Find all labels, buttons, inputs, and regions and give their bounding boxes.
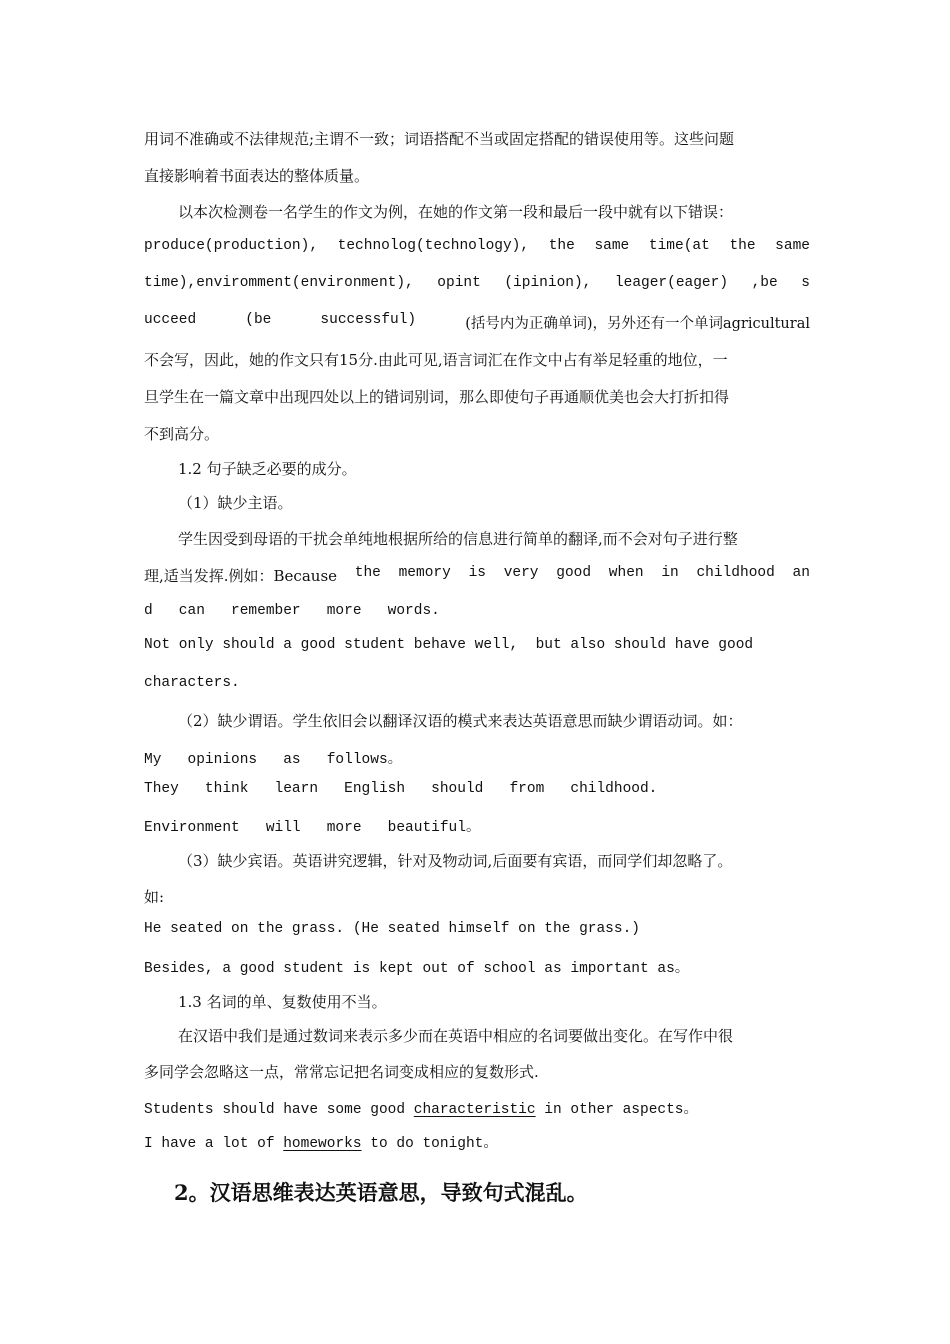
text-word: the (354, 565, 381, 581)
section-heading: 1.2 句子缺乏必要的成分。 (178, 460, 357, 478)
text-line: They think learn English should from childhood. (144, 781, 658, 797)
text-segment: Students should have some good (144, 1102, 414, 1118)
text-word: is (468, 565, 486, 581)
text-line: 直接影响着书面表达的整体质量。 (144, 167, 370, 185)
text-line: 在汉语中我们是通过数词来表示多少而在英语中相应的名词要做出变化。在写作中很 (178, 1027, 734, 1045)
text-word: leager(eager) (614, 275, 729, 291)
underlined-word: characteristic (413, 1102, 536, 1118)
text-line: Environment will more beautiful。 (144, 820, 481, 836)
chapter-heading: 2。汉语思维表达英语意思，导致句式混乱。 (174, 1180, 588, 1205)
text-line (144, 312, 810, 333)
text-line: He seated on the grass. (He seated himself on the grass.) (144, 921, 640, 937)
text-segment: I have a lot of (144, 1136, 284, 1152)
text-word: good (556, 565, 592, 581)
text-word: same (594, 238, 630, 254)
text-line: 不会写，因此，她的作文只有15分.由此可见,语言词汇在作文中占有举足轻重的地位，一 (144, 351, 728, 369)
text-line: 不到高分。 (144, 425, 220, 443)
text-word: time),enviromment(environment), (144, 275, 414, 291)
text-line: 用词不准确或不法律规范;主谓不一致；词语搭配不当或固定搭配的错误使用等。这些问题 (144, 130, 735, 148)
text-line (144, 275, 810, 291)
text-word: (be (245, 312, 272, 328)
text-word: time(at (648, 238, 710, 254)
subsection-heading: （3）缺少宾语。英语讲究逻辑，针对及物动词,后面要有宾语，而同学们却忽略了。 (178, 852, 733, 870)
text-line: 学生因受到母语的干扰会单纯地根据所给的信息进行简单的翻译,而不会对句子进行整 (178, 530, 738, 548)
text-segment: to do tonight。 (361, 1136, 498, 1152)
text-line: 多同学会忽略这一点，常常忘记把名词变成相应的复数形式. (144, 1063, 539, 1081)
text-line: Besides, a good student is kept out of school as important as。 (144, 961, 690, 977)
text-word: ucceed (144, 312, 197, 328)
text-word: 理,适当发挥.例如：Because (144, 567, 338, 585)
subsection-heading: （1）缺少主语。 (178, 494, 293, 512)
text-word: memory (398, 565, 451, 581)
text-word: ,be (751, 275, 778, 291)
text-line (144, 1131, 810, 1152)
text-line (144, 565, 810, 586)
text-line: characters. (144, 675, 240, 691)
text-word: technolog(technology), (337, 238, 530, 254)
text-word: childhood (696, 565, 775, 581)
text-line: My opinions as follows。 (144, 752, 403, 768)
text-word: same (775, 238, 810, 254)
text-line: 旦学生在一篇文章中出现四处以上的错词别词，那么即使句子再通顺优美也会大打折扣得 (144, 388, 730, 406)
text-segment: in other aspects。 (535, 1102, 699, 1118)
text-word: the (729, 238, 756, 254)
text-word: an (792, 565, 810, 581)
text-word: very (503, 565, 539, 581)
text-word: when (608, 565, 644, 581)
text-word: the (548, 238, 575, 254)
section-heading: 1.3 名词的单、复数使用不当。 (178, 993, 387, 1011)
text-word: produce(production), (144, 238, 319, 254)
text-word: (ipinion), (504, 275, 592, 291)
text-word: (括号内为正确单词)，另外还有一个单词agricultural (465, 316, 810, 332)
text-line: 如: (144, 888, 165, 906)
text-line (144, 238, 810, 254)
text-line (144, 1097, 810, 1118)
text-word: opint (437, 275, 481, 291)
text-line: 以本次检测卷一名学生的作文为例，在她的作文第一段和最后一段中就有以下错误： (178, 203, 734, 221)
text-word: s (801, 275, 810, 291)
subsection-heading: （2）缺少谓语。学生依旧会以翻译汉语的模式来表达英语意思而缺少谓语动词。如： (178, 712, 743, 730)
text-line: d can remember more words. (144, 603, 440, 619)
underlined-word: homeworks (283, 1136, 362, 1152)
text-word: successful) (320, 312, 417, 328)
text-line: Not only should a good student behave well, but also should have good (144, 637, 754, 653)
text-word: in (661, 565, 679, 581)
